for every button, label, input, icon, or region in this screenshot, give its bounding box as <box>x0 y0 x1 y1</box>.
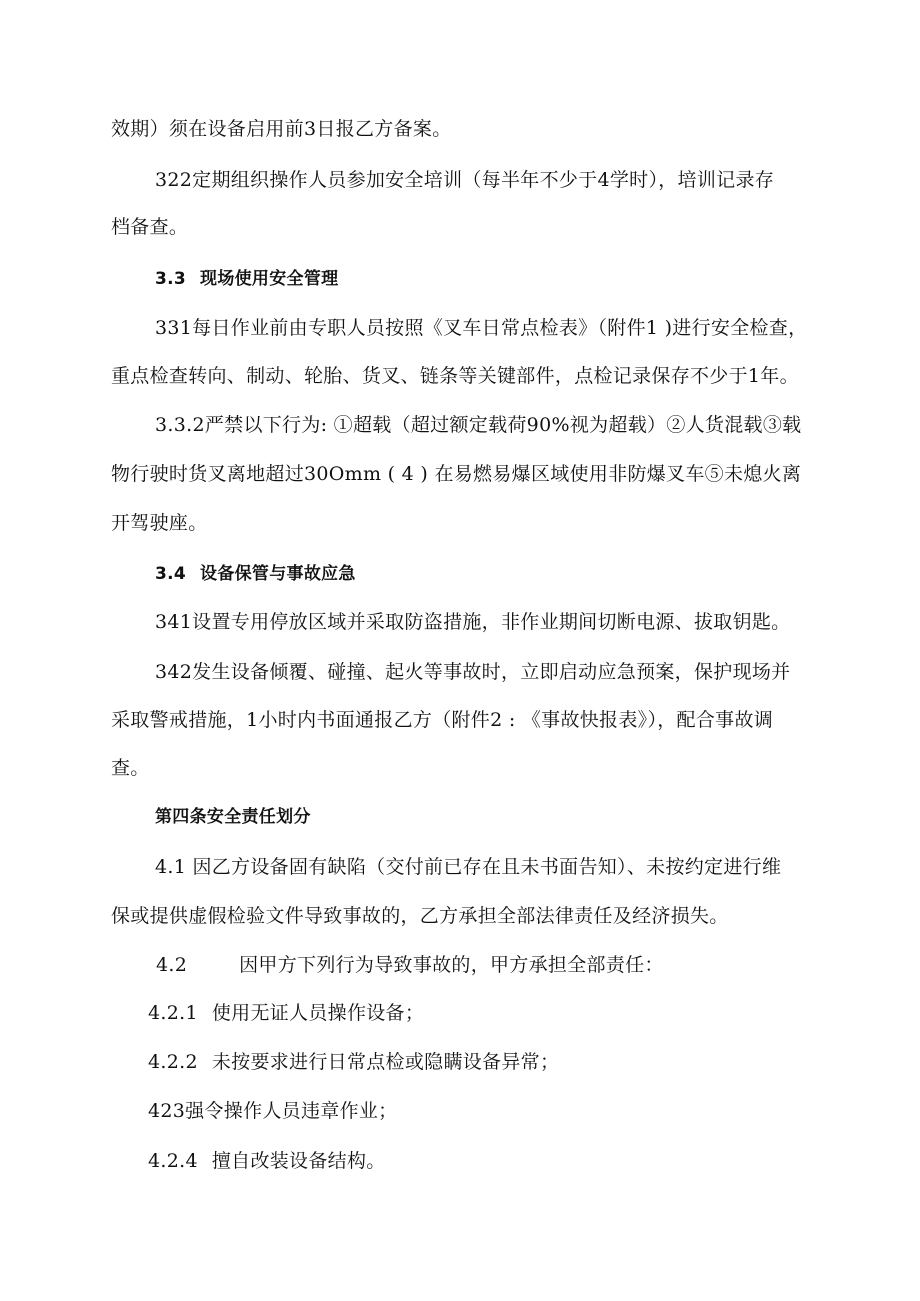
paragraph-line: 效期）须在设备启用前3日报乙方备案。 <box>111 118 452 140</box>
item-4-2-3: 423强令操作人员违章作业； <box>148 1100 398 1122</box>
item-number: 4.2.4 <box>148 1150 198 1172</box>
paragraph-3-4-2-line3: 查。 <box>111 757 150 779</box>
item-4-2 <box>156 952 664 978</box>
item-4-2-4 <box>148 1148 386 1174</box>
item-text: 未按要求进行日常点检或隐瞒设备异常； <box>211 1051 560 1073</box>
item-4-2-1 <box>148 1000 424 1026</box>
item-number: 4.2 <box>156 954 188 976</box>
item-number: 4.2.2 <box>148 1051 198 1073</box>
section-number: 3.3 <box>155 269 187 289</box>
item-text: 因甲方下列行为导致事故的，甲方承担全部责任： <box>239 954 664 976</box>
item-text: 使用无证人员操作设备； <box>211 1002 425 1024</box>
section-heading-3-4 <box>155 561 356 587</box>
section-title: 现场使用安全管理 <box>200 269 339 289</box>
paragraph-3-3-2-line2: 物行驶时货叉离地超过30Omm ( 4 ) 在易燃易爆区域使用非防爆叉车⑤未熄火离 <box>111 463 802 485</box>
paragraph-3-2-2-line1: 322定期组织操作人员参加安全培训（每半年不少于4学时），培训记录存 <box>155 169 775 191</box>
paragraph-4-1-line1: 4.1 因乙方设备固有缺陷（交付前已存在且未书面告知）、未按约定进行维 <box>155 856 782 878</box>
item-4-2-2 <box>148 1049 559 1075</box>
article-heading-4: 第四条安全责任划分 <box>155 807 311 827</box>
paragraph-4-1-line2: 保或提供虚假检验文件导致事故的，乙方承担全部法律责任及经济损失。 <box>111 905 729 927</box>
paragraph-3-4-2-line2: 采取警戒措施，1小时内书面通报乙方（附件2 : 《事故快报表》），配合事故调 <box>111 709 774 731</box>
paragraph-3-3-1-line2: 重点检查转向、制动、轮胎、货叉、链条等关键部件，点检记录保存不少于1年。 <box>111 365 799 387</box>
paragraph-3-2-2-line2: 档备查。 <box>111 216 189 238</box>
paragraph-3-3-2-line3: 开驾驶座。 <box>111 512 208 534</box>
paragraph-3-4-2-line1: 342发生设备倾覆、碰撞、起火等事故时，立即启动应急预案，保护现场并 <box>155 661 791 683</box>
paragraph-3-3-1-line1: 331每日作业前由专职人员按照《叉车日常点检表》（附件1 )进行安全检查， <box>155 317 808 339</box>
section-number: 3.4 <box>155 564 187 584</box>
section-heading-3-3 <box>155 266 338 292</box>
paragraph-3-4-1: 341设置专用停放区域并采取防盗措施，非作业期间切断电源、拔取钥匙。 <box>155 611 791 633</box>
item-text: 擅自改装设备结构。 <box>211 1150 386 1172</box>
paragraph-3-3-2-line1: 3.3.2严禁以下行为: ①超载（超过额定载荷90%视为超载）②人货混载③载 <box>155 414 802 436</box>
item-number: 4.2.1 <box>148 1002 198 1024</box>
section-title: 设备保管与事故应急 <box>200 564 356 584</box>
